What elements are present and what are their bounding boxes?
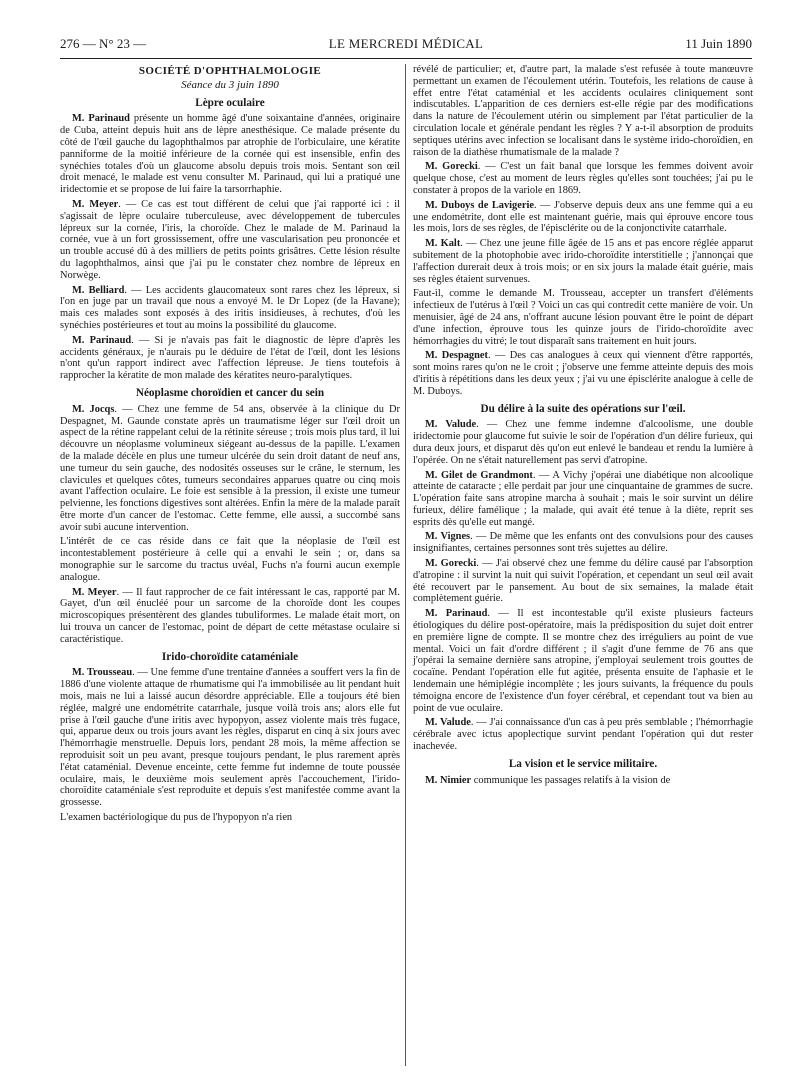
speaker-paragraph (413, 531, 753, 555)
paragraph: L'intérêt de ce cas réside dans ce fait que la néoplasie de l'œil est incontestablement postérieure à celle qui a envahi le sein ; or, dans sa monographie sur le sarcome du tractus uvéal, Fuchs n'a fourni aucun exemple analogue. (60, 536, 400, 583)
speaker-name: M. Kalt (425, 238, 461, 250)
speaker-text: . — J'observe depuis deux ans une femme qui a eu une endométrite, dont elle est maintenant guérie, mais qui éprouve encore tous les mois, lors de ses règles, de l'épisclérite ou de la conjonctivite catarrhale. (413, 199, 753, 235)
speaker-paragraph (413, 470, 753, 529)
running-header (60, 36, 752, 56)
speaker-text: . — Si je n'avais pas fait le diagnostic de lèpre d'après les accidents généraux, je n'aurais pu le déduire de l'état de l'œil, dont les lésions n'ont qu'un rapport indirect avec l'affection lépreuse. Je tiens toutefois à rapprocher la kératite de mon malade des kératites neuro-paralytiques. (60, 334, 400, 382)
speaker-name: M. Meyer (72, 198, 119, 210)
speaker-text: . — Une femme d'une trentaine d'années a souffert vers la fin de 1886 d'une violente attaque de rhumatisme qui l'a immobilisée au lit pendant huit mois, mais ne lui a laissé aucun désordre appréciable. Elle a toujours été bien réglée, malgré une endométrite catarrhale, jusque voilà trois ans; alors elle fut prise à l'œil gauche d'une iritis avec hypopyon, assez violente mais très fugace, qui, apparue deux ou trois jours avant les règles, disparut en cinq à six jours avec l'hémorrhagie menstruelle. Depuis lors, pendant 28 mois, la même affection se reproduisit soit un peu avant, presque toujours pendant, le plus rarement après l'état cataménial. Devenue enceinte, cette femme fut indemne de toute poussée oculaire, mais, le deuxième mois seulement après l'accouchement, l'irido-choroïdite cataméniale s'est reproduite et depuis s'est manifestée comme avant la grossesse. (60, 667, 400, 809)
speaker-name: M. Gorecki (425, 558, 477, 570)
speaker-paragraph (413, 775, 753, 787)
speaker-text: . — J'ai connaissance d'un cas à peu près semblable ; l'hémorrhagie cérébrale avec ictus apoplectique survint pendant l'opération qui dut rester inachevée. (413, 717, 753, 753)
paragraph: L'examen bactériologique du pus de l'hypopyon n'a rien (60, 812, 293, 824)
speaker-paragraph (413, 608, 753, 714)
speaker-text: communique les passages relatifs à la vision de (471, 774, 671, 786)
paragraph: Faut-il, comme le demande M. Trousseau, accepter un transfert d'éléments infectieux de l'utérus à l'œil ? Voici un cas qui contredit cette manière de voir. Un menuisier, âgé de 24 ans, n'offrant aucune lésion pouvant être le point de départ d'une infection, éprouve tous les quinze jours de l'irido-choroïdite avec hémorrhagies du vitré; le tout disparaît sans traitement en huit jours. (413, 288, 753, 347)
section-heading: La vision et le service militaire. (508, 757, 658, 770)
speaker-name: M. Valude (425, 717, 471, 729)
speaker-text: . — Les accidents glaucomateux sont rares chez les lépreux, si l'on en juge par un travail que nous a envoyé M. le Dr Lopez (de la Havane); mais ces malades sont exposés à des iritis insidieuses, à rechutes, d'où les synéchies postérieures et tout au moins la possibilité du glaucome. (60, 284, 400, 331)
issue-date: 11 Juin 1890 (685, 36, 752, 51)
speaker-text: . — De même que les enfants ont des convulsions pour des causes insignifiantes, certaines personnes sont très sujettes au délire. (413, 531, 753, 555)
speaker-name: M. Vignes (425, 531, 471, 543)
session-date: Séance du 3 juin 1890 (181, 78, 279, 91)
speaker-paragraph (413, 419, 753, 466)
speaker-paragraph (60, 285, 400, 332)
section-heading: Du délire à la suite des opérations sur l'œil. (480, 402, 686, 415)
speaker-paragraph (413, 238, 753, 285)
speaker-name: M. Gorecki (425, 161, 478, 173)
speaker-paragraph (60, 587, 400, 646)
speaker-paragraph (413, 350, 753, 397)
section-heading: Lèpre oculaire (195, 96, 265, 109)
section-heading: Néoplasme choroïdien et cancer du sein (135, 386, 325, 399)
header-rule (60, 58, 752, 59)
speaker-name: M. Jocqs (72, 403, 115, 415)
speaker-paragraph (413, 558, 753, 605)
column-divider (405, 64, 406, 1066)
speaker-name: M. Parinaud (72, 334, 132, 346)
speaker-paragraph (60, 667, 400, 809)
page-number: 276 — N° 23 — (60, 36, 147, 51)
speaker-text: . — J'ai observé chez une femme du délire causé par l'absorption d'atropine : il survint la nuit qui suivit l'opération, et cependant un seul œil avait été recouvert par le pansement. Au bout de six semaines, la malade était complètement guérie. (413, 558, 753, 605)
society-title: SOCIÉTÉ D'OPHTHALMOLOGIE (138, 65, 322, 77)
speaker-text: . — Il faut rapprocher de ce fait intéressant le cas, rapporté par M. Gayet, d'un œil énucléé pour un sarcome de la choroïde dont les coupes microscopiques présentèrent des glandes tubuliformes. Le malade était mort, on lui trouva un cancer de l'estomac, point de départ de cette métastase oculaire si caractéristique. (60, 586, 401, 645)
speaker-name: M. Duboys de Lavigerie (425, 199, 534, 211)
speaker-paragraph (413, 717, 753, 752)
speaker-text: . — A Vichy j'opérai une diabétique non alcoolique atteinte de cataracte ; elle perdait par jour une cinquantaine de grammes de sucre. L'opération faite sans atropine marcha à souhait ; mais le soir survint un délire furieux, délire famélique ; la malade, qui avait été tenue à la diète, reprit ses esprits dès qu'elle eut mangé. (413, 469, 753, 528)
right-column (413, 64, 753, 789)
speaker-text: présente un homme âgé d'une soixantaine d'années, originaire de Cuba, atteint depuis huit ans de lèpre anesthésique. Ce malade présente du côté de l'œil gauche du lagophthalmos par atrophie de l'orbiculaire, une kératite panniforme de la moitié inférieure de la cornée qui est insensible, enfin des synéchies totales d'où un glaucome absolu depuis trois mois. Sentant son œil droit menacé, le malade est venu consulter M. Parinaud, qui lui a pratiqué une iridectomie et se propose de lui faire la tarsorrhaphie. (60, 113, 401, 196)
speaker-text: . — Il est incontestable qu'il existe plusieurs facteurs étiologiques du délire post-opératoire, mais la prédisposition du sujet doit entrer en première ligne de compte. Il se montre chez des irréguliers au point de vue mental. Voici un fait d'ordre différent ; il s'agit d'une femme de 76 ans que j'opérai la semaine dernière sans atropine, j'employai seulement trois gouttes de cocaïne. Pendant l'opération elle fut agitée, présenta ensuite de l'aphasie et le lendemain une hémiplégie incomplète ; les jours suivants, la fréquence du pouls témoigna encore de l'existence d'un foyer cérébral, et cependant tout va bien au point de vue oculaire. (413, 608, 754, 714)
speaker-text: . — Chez une femme indemne d'alcoolisme, une double iridectomie pour glaucome fut suivie le soir de l'opération d'un délire furieux, qui dura deux jours, et disparut dès qu'on eut enlevé le bandeau et rendu la lumière à l'opérée. On ne s'était naturellement pas servi d'atropine. (413, 419, 753, 466)
speaker-paragraph (60, 404, 400, 534)
speaker-paragraph (60, 199, 400, 282)
speaker-name: M. Valude (425, 419, 477, 431)
speaker-text: . — Chez une jeune fille âgée de 15 ans et pas encore réglée apparut subitement de la photophobie avec irido-choroïdite interstitielle ; j'annonçai que l'affection durerait deux à trois mois; or en six jours la malade était guérie, mais ses règles étaient survenues. (413, 238, 753, 285)
speaker-paragraph (60, 113, 400, 196)
speaker-name: M. Gilet de Grandmont (425, 469, 533, 481)
speaker-name: M. Meyer (72, 586, 117, 598)
speaker-text: . — Des cas analogues à ceux qui viennent d'être rapportés, sont moins rares qu'on ne le croit ; j'observe une femme atteinte depuis des mois d'iritis à répétitions dans les deux yeux ; j'ai vu une épisclérite analogue à celle de M. Duboys. (413, 350, 753, 397)
section-heading: Irido-choroïdite cataméniale (161, 650, 299, 663)
speaker-name: M. Despagnet (425, 350, 488, 362)
speaker-name: M. Parinaud (72, 113, 130, 125)
speaker-name: M. Nimier (425, 774, 472, 786)
speaker-text: . — C'est un fait banal que lorsque les femmes doivent avoir quelque chose, c'est au moment de leurs règles qu'elles sont touchées; j'ai pu le constater à propos de la variole en 1869. (413, 161, 754, 196)
left-column (60, 64, 400, 827)
journal-title: LE MERCREDI MÉDICAL (328, 36, 484, 51)
speaker-text: . — Chez une femme de 54 ans, observée à la clinique du Dr Despagnet, M. Gaunde constate après un traumatisme léger sur l'œil droit un aspect de la rétine rappelant celui de la rétinite séreuse ; trois mois plus tard, il lui découvre un néoplasme volumineux siégeant au-dessus de la papille. L'examen de la malade décèle en plus une tumeur ulcérée du sein droit datant de neuf ans, une tumeur du sein gauche, des nodosités osseuses sur le crâne, le sternum, les clavicules et quelques côtes, tumeurs secondaires apparues quatre ou cinq mois avant l'affection oculaire. Le foie est sensible à la pression, il existe une tumeur pelvienne, les fonctions digestives sont altérées. Enfin la mère de la malade paraît être morte d'un cancer de l'estomac. Cette femme, elle aussi, a succombé sans avoir subi aucune intervention. (60, 403, 401, 533)
speaker-name: M. Trousseau (72, 667, 133, 679)
speaker-paragraph (60, 335, 400, 382)
speaker-paragraph (413, 200, 753, 235)
speaker-paragraph (413, 161, 753, 196)
speaker-name: M. Parinaud (425, 608, 488, 620)
speaker-text: . — Ce cas est tout différent de celui que j'ai rapporté ici : il s'agissait de lèpre oculaire tuberculeuse, avec développement de tubercules lépreux sur la cornée, l'iris, la choroïde. Chez le malade de M. Parinaud la cornée, vue à un fort grossissement, offre une vascularisation peu prononcée et un trouble accusé dû à des milliers de petits points grisâtres. Cette lésion résulte du lagophthalmos, ainsi que j'ai pu le constater chez nombre de lépreux en Norwège. (60, 198, 400, 281)
paragraph: révélé de particulier; et, d'autre part, la malade s'est refusée à toute manœuvre permettant un examen de l'écoulement utérin. Toutefois, les relations de cause à effet entre l'état cataménial et les accidents oculaires cliniquement sont indiscutables. L'apparition de ces derniers est-elle régie par des modifications dans la nature de l'écoulement utérin ou simplement par l'état particulier de la circulation locale et générale pendant les règles ? Y a-t-il absorption de produits septiques utérins avec infection se localisant dans le système irido-choroïdien, en raison de la diathèse rhumatismale de la malade ? (413, 64, 753, 158)
speaker-name: M. Belliard (72, 284, 125, 296)
